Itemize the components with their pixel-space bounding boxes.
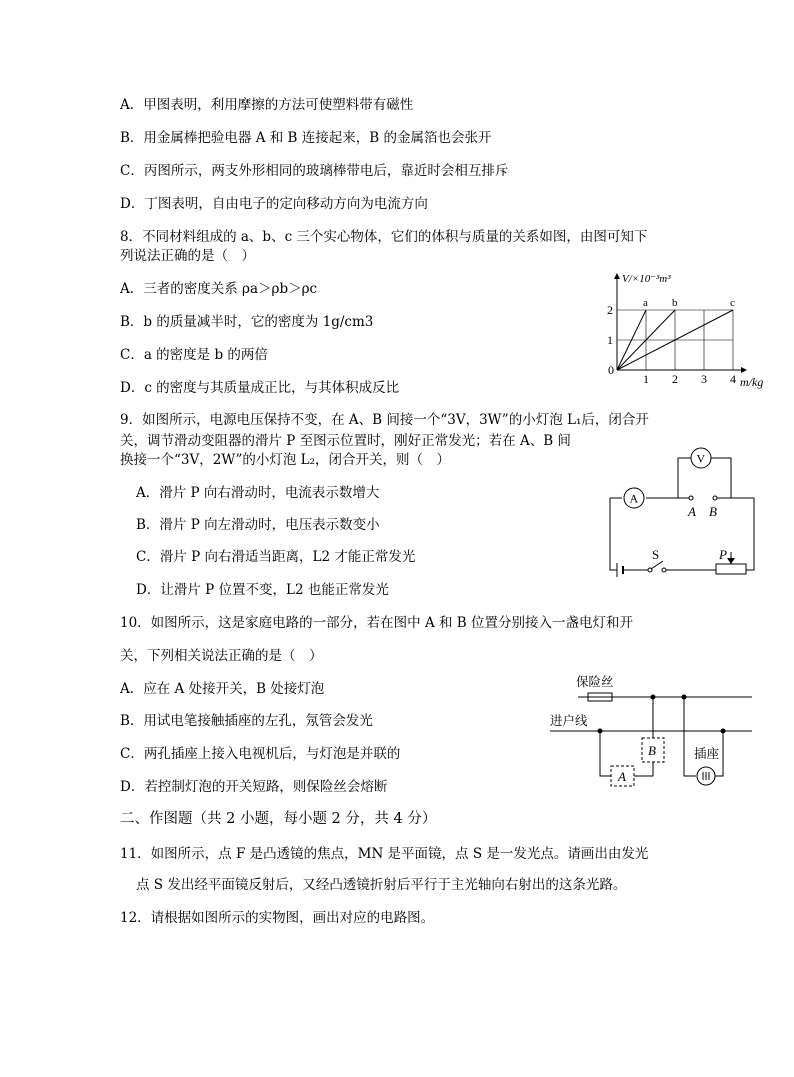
q10-household-circuit: [548, 670, 758, 800]
q8-option-b: B．b 的质量减半时，它的密度为 1g/cm3: [120, 314, 374, 330]
q11-line1: 11．如图所示，点 F 是凸透镜的焦点，MN 是平面镜，点 S 是一发光点。请画出由发光: [120, 846, 649, 862]
q9-option-c: C．滑片 P 向右滑适当距离，L2 才能正常发光: [136, 549, 416, 565]
series-label-c: c: [730, 297, 735, 309]
switch-s: [648, 547, 666, 572]
svg-text:A: A: [618, 769, 626, 784]
q10-stem-line2: 关，下列相关说法正确的是（ ）: [120, 648, 323, 664]
q8-option-d: D．c 的密度与其质量成正比，与其体积成反比: [120, 380, 400, 396]
q10-option-d: D．若控制灯泡的开关短路，则保险丝会熔断: [120, 779, 388, 795]
x-tick-label: 2: [672, 372, 678, 386]
x-axis-label: m/kg: [740, 375, 764, 389]
q10-option-c: C．两孔插座上接入电视机后，与灯泡是并联的: [120, 746, 401, 762]
q9-stem-line2: 关，调节滑动变阻器的滑片 P 至图示位置时，刚好正常发光；若在 A、B 间: [120, 433, 571, 449]
q9-option-b: B．滑片 P 向左滑动时，电压表示数变小: [136, 517, 380, 533]
label-b: B: [709, 504, 717, 519]
q7-option-a: A．甲图表明，利用摩擦的方法可使塑料带有磁性: [120, 97, 414, 113]
q10-option-b: B．用试电笔接触插座的左孔，氖管会发光: [120, 713, 373, 729]
section-2-title: 二、作图题（共 2 小题，每小题 2 分，共 4 分）: [120, 811, 437, 827]
q10-option-a: A．应在 A 处接开关，B 处接灯泡: [120, 681, 325, 697]
svg-text:S: S: [652, 547, 660, 562]
terminal-a: [689, 496, 693, 500]
q9-stem-line1: 9．如图所示，电源电压保持不变，在 A、B 间接一个“3V，3W”的小灯泡 L₁后，闭合开: [120, 412, 649, 428]
svg-text:V: V: [696, 451, 706, 466]
q9-stem-line3: 换接一个“3V，2W”的小灯泡 L₂，闭合开关，则（ ）: [120, 452, 451, 468]
socket-label: 插座: [694, 746, 720, 761]
battery-symbol: [617, 563, 623, 577]
x-tick-label: 3: [701, 372, 707, 386]
svg-text:B: B: [648, 743, 656, 758]
q9-option-d: D．让滑片 P 位置不变，L2 也能正常发光: [136, 582, 389, 598]
q10-stem-line1: 10．如图所示，这是家庭电路的一部分，若在图中 A 和 B 位置分别接入一盏电灯和开: [120, 615, 634, 631]
origin-label: 0: [608, 363, 614, 377]
volume-mass-chart: [596, 268, 776, 396]
q7-option-b: B．用金属棒把验电器 A 和 B 连接起来，B 的金属箔也会张开: [120, 130, 492, 146]
inlet-label: 进户线: [550, 713, 588, 728]
x-tick-label: 1: [643, 372, 649, 386]
q8-stem-line1: 8．不同材料组成的 a、b、c 三个实心物体，它们的体积与质量的关系如图，由图可知下: [120, 229, 648, 245]
series-label-a: a: [643, 297, 648, 309]
q7-option-d: D．丁图表明，自由电子的定向移动方向为电流方向: [120, 196, 428, 212]
terminal-b: [713, 496, 717, 500]
q9-circuit-diagram: [600, 440, 770, 580]
series-label-b: b: [672, 297, 678, 309]
svg-text:P: P: [719, 547, 727, 562]
q8-option-a: A．三者的密度关系 ρa＞ρb＞ρc: [120, 281, 318, 297]
q8-stem-line2: 列说法正确的是（ ）: [120, 248, 255, 264]
q9-option-a: A．滑片 P 向右滑动时，电流表示数增大: [136, 485, 380, 501]
socket-icon: [697, 767, 715, 785]
x-tick-label: 4: [730, 372, 736, 386]
fuse-label: 保险丝: [576, 674, 614, 689]
q7-option-c: C．丙图所示，两支外形相同的玻璃棒带电后，靠近时会相互排斥: [120, 163, 509, 179]
q12-text: 12．请根据如图所示的实物图，画出对应的电路图。: [120, 910, 435, 926]
svg-text:A: A: [629, 491, 639, 506]
ammeter: [624, 488, 644, 508]
y-axis-label: V/×10⁻³m³: [622, 273, 671, 285]
rheostat: [716, 547, 746, 574]
label-a: A: [688, 504, 696, 519]
y-tick-label: 1: [607, 333, 613, 347]
q11-line2: 点 S 发出经平面镜反射后，又经凸透镜折射后平行于主光轴向右射出的这条光路。: [136, 877, 627, 893]
y-tick-label: 2: [607, 303, 613, 317]
q8-option-c: C．a 的密度是 b 的两倍: [120, 347, 268, 363]
voltmeter: [691, 448, 711, 468]
